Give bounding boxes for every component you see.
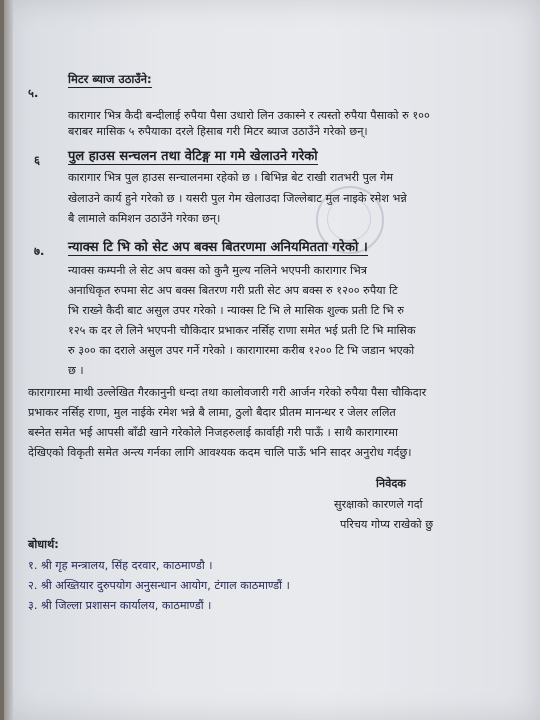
section-7-line-6: छ । — [68, 364, 84, 377]
cc-item-2: २. श्री अख्तियार दुरुपयोग अनुसन्धान आयोग, टंगाल काठमाण्डौं । — [28, 579, 290, 592]
signature-line-2: परिचय गोप्य राखेको छु — [340, 518, 434, 531]
section-7-number: ७. — [34, 244, 45, 258]
section-7-line-3: भि राख्ने कैदी बाट असुल उपर गरेको । न्याक्स टि भि ले मासिक शुल्क प्रती टि भि रु — [68, 304, 404, 317]
document-page — [4, 0, 540, 720]
closing-line-1: कारागारमा माथी उल्लेखित गैरकानुनी धन्दा तथा कालोवजारी गरी आर्जन गरेको रुपैया पैसा चौकिदार — [28, 386, 427, 399]
section-6-line-2: खेलाउने कार्य हुने गरेको छ । यसरी पुल गेम खेलाउदा जिल्लेबाट मुल नाइके रमेश भन्ने — [68, 192, 407, 205]
closing-line-3: बस्नेत समेत भई आपसी बाँढी खाने गरेकोले निजहरुलाई कार्वाही गरी पाऊँ । साथै कारागारमा — [28, 426, 398, 439]
section-6-line-3: बै लामाले कमिशन उठाउँने गरेका छन्। — [68, 212, 221, 225]
binding-edge — [4, 0, 13, 720]
section-5-number: ५. — [28, 86, 39, 100]
section-5-line-1: कारागार भित्र कैदी बन्दीलाई रुपैया पैसा उधारो लिन उकास्ने र त्यस्तो रुपैया पैसाको रु १०० — [68, 109, 430, 122]
signature-line-1: सुरक्षाको कारणले गर्दा — [334, 498, 423, 511]
section-7-line-1: न्याक्स कम्पनी ले सेट अप बक्स को कुनै मुल्य नलिने भएपनी कारागार भित्र — [68, 264, 367, 277]
section-5-line-2: बराबर मासिक ५ रुपैयाका दरले हिसाब गरी मिटर ब्याज उठाउँने गरेको छन्। — [68, 125, 368, 138]
section-6-number: ६ — [34, 153, 40, 167]
cc-item-1: १. श्री गृह मन्त्रालय, सिंह दरवार, काठमाण्डौ । — [28, 559, 213, 572]
section-7-line-5: रु ३०० का दराले असुल उपर गर्ने गरेको । कारागारमा करीब १२०० टि भि जडान भएको — [68, 344, 415, 357]
closing-line-2: प्रभाकर नर्सिह राणा, मुल नाईके रमेश भन्ने बै लामा, ठुलो बैदार प्रीतम मानन्धर र जेलर ललित — [28, 406, 396, 419]
section-7-line-2: अनाधिकृत रुपमा सेट अप बक्स बितरण गरी प्रती सेट अप बक्स रु १२०० रुपैया टि — [68, 284, 398, 297]
section-7-line-4: १२५ क दर ले लिने भएपनी चौकिदार प्रभाकर नर्सिह राणा समेत भई प्रती टि भि मासिक — [68, 324, 416, 337]
signature-title: निवेदक — [376, 477, 406, 490]
section-5-heading: मिटर ब्याज उठाउँने: — [68, 72, 152, 86]
cc-item-3: ३. श्री जिल्ला प्रशासन कार्यालय, काठमाण्डौं । — [28, 599, 212, 612]
section-6-line-1: कारागार भित्र पुल हाउस सन्चालनमा रहेको छ । बिभिन्न बेट राखी रातभरी पुल गेम — [68, 171, 394, 184]
cc-label: बोधार्थ: — [28, 538, 59, 551]
section-7-heading: न्याक्स टि भि को सेट अप बक्स बितरणमा अनियमितता गरेको । — [68, 237, 368, 256]
closing-line-4: देखिएको विकृती समेत अन्त्य गर्नका लागि आवश्यक कदम चालि पाऊँ भनि सादर अनुरोध गर्दछु। — [28, 446, 412, 459]
section-6-heading: पुल हाउस सन्चलन तथा वेटिङ्ग मा गमे खेलाउने गरेको — [68, 146, 318, 165]
